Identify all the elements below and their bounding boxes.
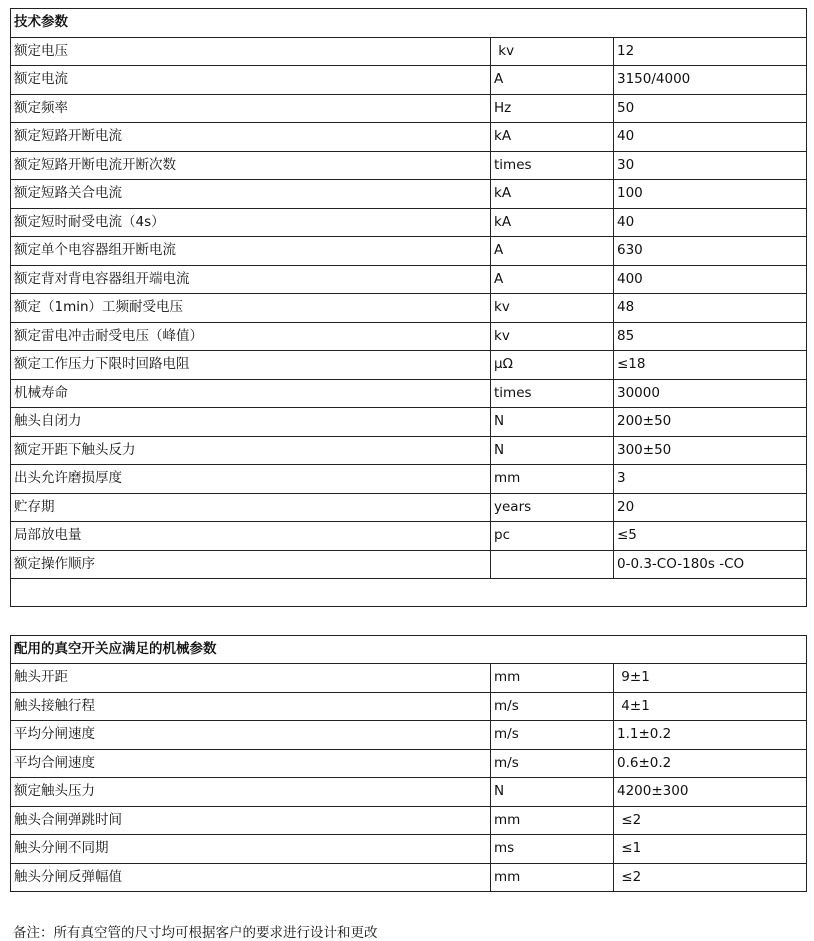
table-row [11,66,807,95]
param-name-cell: 额定短路关合电流 [11,180,491,209]
table-row [11,265,807,294]
table-row [11,721,807,750]
table-row [11,436,807,465]
table-row [11,322,807,351]
param-unit-cell: m/s [491,692,614,721]
param-unit-cell: A [491,237,614,266]
param-name-cell: 机械寿命 [11,379,491,408]
param-name-cell: 触头分闸不同期 [11,835,491,864]
param-name-cell: 局部放电量 [11,522,491,551]
param-name-cell: 触头合闸弹跳时间 [11,806,491,835]
param-name-cell: 出头允许磨损厚度 [11,465,491,494]
param-unit-cell [491,550,614,579]
table-row [11,806,807,835]
param-name-cell: 额定短路开断电流开断次数 [11,151,491,180]
param-value-cell: ≤5 [614,522,807,551]
param-unit-cell: times [491,379,614,408]
param-unit-cell: pc [491,522,614,551]
param-value-cell: 48 [614,294,807,323]
param-value-cell: 400 [614,265,807,294]
table-row [11,408,807,437]
param-name-cell: 平均分闸速度 [11,721,491,750]
param-value-cell: 100 [614,180,807,209]
param-name-cell: 额定开距下触头反力 [11,436,491,465]
section-spacer [11,579,807,636]
footnote: 备注：所有真空管的尺寸均可根据客户的要求进行设计和更改 [13,925,378,941]
param-name-cell: 额定短时耐受电流（4s） [11,208,491,237]
param-value-cell: 4200±300 [614,778,807,807]
param-unit-cell: ms [491,835,614,864]
param-value-cell: ≤2 [614,863,807,892]
param-unit-cell: mm [491,664,614,693]
param-value-cell: 0-0.3-CO-180s -CO [614,550,807,579]
table-row [11,208,807,237]
table-row [11,94,807,123]
param-unit-cell: N [491,436,614,465]
blank-row [11,579,807,607]
param-name-cell: 额定雷电冲击耐受电压（峰值） [11,322,491,351]
param-value-cell: 0.6±0.2 [614,749,807,778]
gap-row [11,607,807,636]
param-unit-cell: kv [491,294,614,323]
param-value-cell: 300±50 [614,436,807,465]
table-row [11,351,807,380]
param-name-cell: 额定短路开断电流 [11,123,491,152]
param-value-cell: 50 [614,94,807,123]
param-name-cell: 额定背对背电容器组开端电流 [11,265,491,294]
param-value-cell: 40 [614,123,807,152]
param-name-cell: 触头自闭力 [11,408,491,437]
table-row [11,237,807,266]
section-header-row [11,635,807,664]
param-value-cell: 30 [614,151,807,180]
section-header-row [11,9,807,38]
param-value-cell: 30000 [614,379,807,408]
mech-params-body [11,635,807,892]
param-unit-cell: A [491,265,614,294]
spec-table [10,8,807,892]
table-row [11,835,807,864]
table-row [11,522,807,551]
param-name-cell: 额定（1min）工频耐受电压 [11,294,491,323]
param-unit-cell: years [491,493,614,522]
param-unit-cell: kA [491,123,614,152]
param-unit-cell: A [491,66,614,95]
param-value-cell: 12 [614,37,807,66]
param-value-cell: 1.1±0.2 [614,721,807,750]
param-unit-cell: mm [491,465,614,494]
param-value-cell: 85 [614,322,807,351]
table-row [11,778,807,807]
param-name-cell: 贮存期 [11,493,491,522]
param-name-cell: 额定操作顺序 [11,550,491,579]
param-name-cell: 触头分闸反弹幅值 [11,863,491,892]
table-row [11,664,807,693]
table-row [11,550,807,579]
param-unit-cell: Hz [491,94,614,123]
param-name-cell: 触头开距 [11,664,491,693]
param-unit-cell: mm [491,863,614,892]
table-row [11,37,807,66]
param-unit-cell: N [491,408,614,437]
param-value-cell: 200±50 [614,408,807,437]
param-name-cell: 额定工作压力下限时回路电阻 [11,351,491,380]
table-row [11,379,807,408]
param-name-cell: 触头接触行程 [11,692,491,721]
spec-tables-container [10,8,806,892]
param-name-cell: 额定频率 [11,94,491,123]
param-value-cell: 630 [614,237,807,266]
param-unit-cell: kA [491,180,614,209]
param-name-cell: 额定电流 [11,66,491,95]
table-row [11,123,807,152]
table-row [11,749,807,778]
table-row [11,493,807,522]
tech-params-title: 技术参数 [11,9,807,38]
param-unit-cell: m/s [491,749,614,778]
table-row [11,294,807,323]
tech-params-body [11,9,807,579]
param-value-cell: ≤18 [614,351,807,380]
param-value-cell: ≤2 [614,806,807,835]
table-row [11,465,807,494]
param-unit-cell: mm [491,806,614,835]
param-name-cell: 平均合闸速度 [11,749,491,778]
param-value-cell: 4±1 [614,692,807,721]
mech-params-title: 配用的真空开关应满足的机械参数 [11,635,807,664]
param-name-cell: 额定电压 [11,37,491,66]
param-unit-cell: μΩ [491,351,614,380]
table-row [11,863,807,892]
param-name-cell: 额定单个电容器组开断电流 [11,237,491,266]
param-value-cell: 3150/4000 [614,66,807,95]
param-name-cell: 额定触头压力 [11,778,491,807]
table-row [11,151,807,180]
param-unit-cell: kv [491,322,614,351]
table-row [11,180,807,209]
param-unit-cell: m/s [491,721,614,750]
param-unit-cell: times [491,151,614,180]
param-unit-cell: kA [491,208,614,237]
param-unit-cell: N [491,778,614,807]
param-value-cell: ≤1 [614,835,807,864]
param-value-cell: 40 [614,208,807,237]
param-unit-cell: kv [491,37,614,66]
param-value-cell: 20 [614,493,807,522]
param-value-cell: 9±1 [614,664,807,693]
param-value-cell: 3 [614,465,807,494]
table-row [11,692,807,721]
